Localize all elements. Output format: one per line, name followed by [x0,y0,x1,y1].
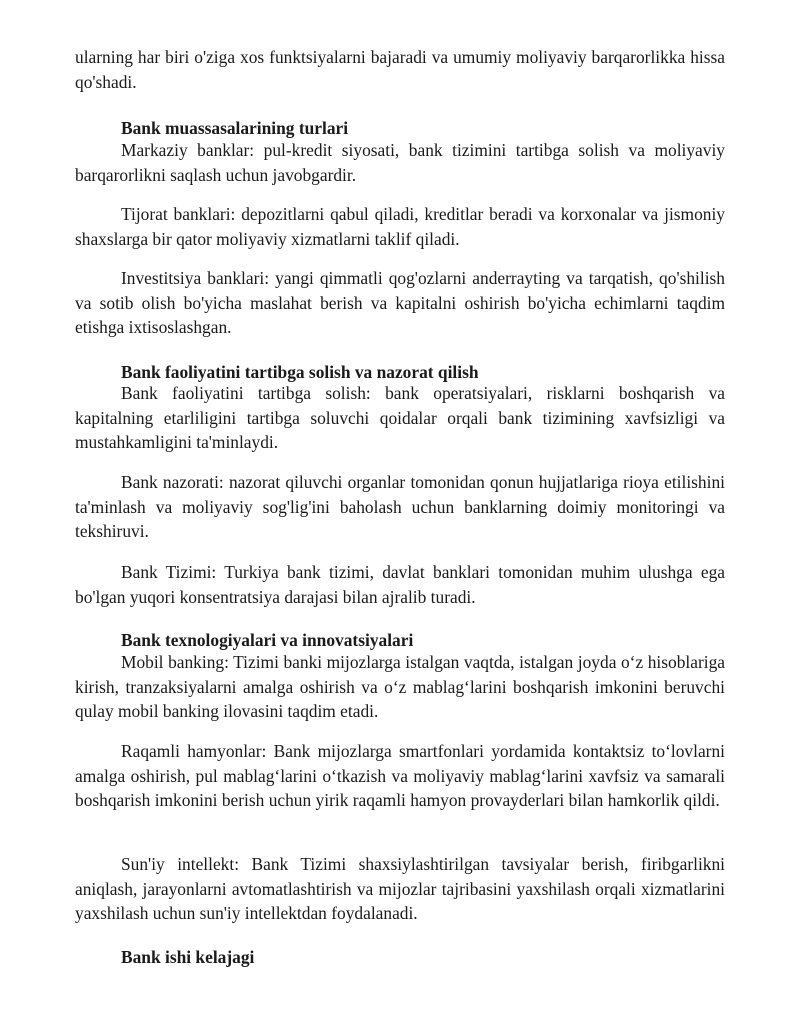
paragraph-artificial-intelligence: Sun'iy intellekt: Bank Tizimi shaxsiylashtirilgan tavsiyalar berish, firibgarlikni aniqlash, jarayonlarni avtomatlashtirish va mijozlar tajribasini yaxshilash orqali xizmatlarini yaxshilash uchun sun'iy intellektdan foydalanadi. [75,854,725,923]
paragraph-investment-banks: Investitsiya banklari: yangi qimmatli qog'ozlarni anderrayting va tarqatish, qo'shilish va sotib olish bo'yicha maslahat berish va kapitalni oshirish bo'yicha echimlarni taqdim etishga ixtisoslashgan. [75,268,725,337]
paragraph-commercial-banks: Tijorat banklari: depozitlarni qabul qiladi, kreditlar beradi va korxonalar va jismoniy shaxslarga bir qator moliyaviy xizmatlarni taklif qiladi. [75,204,725,249]
section-heading-bank-types: Bank muassasalarining turlari [121,118,349,138]
intro-continuation-paragraph: ularning har biri o'ziga xos funktsiyalarni bajaradi va umumiy moliyaviy barqarorlikka hissa qo'shadi. [75,47,725,92]
paragraph-bank-regulation: Bank faoliyatini tartibga solish: bank operatsiyalari, risklarni boshqarish va kapitalning etarliligini tartibga soluvchi qoidalar orqali bank tizimining xavfsizligi va mustahkamligini ta'minlaydi. [75,383,725,452]
paragraph-central-banks: Markaziy banklar: pul-kredit siyosati, bank tizimini tartibga solish va moliyaviy barqarorlikni saqlash uchun javobgardir. [75,140,725,185]
section-heading-technology: Bank texnologiyalari va innovatsiyalari [121,630,414,650]
section-heading-future: Bank ishi kelajagi [121,947,255,967]
section-heading-regulation: Bank faoliyatini tartibga solish va nazorat qilish [121,362,479,382]
paragraph-bank-supervision: Bank nazorati: nazorat qiluvchi organlar tomonidan qonun hujjatlariga rioya etilishini ta'minlash va moliyaviy sog'lig'ini baholash uchun banklarning doimiy monitoringi va tekshiruvi. [75,472,725,541]
paragraph-digital-wallets: Raqamli hamyonlar: Bank mijozlarga smartfonlari yordamida kontaktsiz to‘lovlarni amalga oshirish, pul mablag‘larini o‘tkazish va moliyaviy mablag‘larini xavfsiz va samarali boshqarish imkonini berish uchun yirik raqamli hamyon provayderlari bilan hamkorlik qildi. [75,741,725,810]
paragraph-mobile-banking: Mobil banking: Tizimi banki mijozlarga istalgan vaqtda, istalgan joyda o‘z hisoblariga kirish, tranzaksiyalarni amalga oshirish va o‘z mablag‘larini boshqarish imkonini beruvchi qulay mobil banking ilovasini taqdim etadi. [75,652,725,721]
paragraph-bank-system: Bank Tizimi: Turkiya bank tizimi, davlat banklari tomonidan muhim ulushga ega bo'lgan yuqori konsentratsiya darajasi bilan ajralib turadi. [75,562,725,607]
